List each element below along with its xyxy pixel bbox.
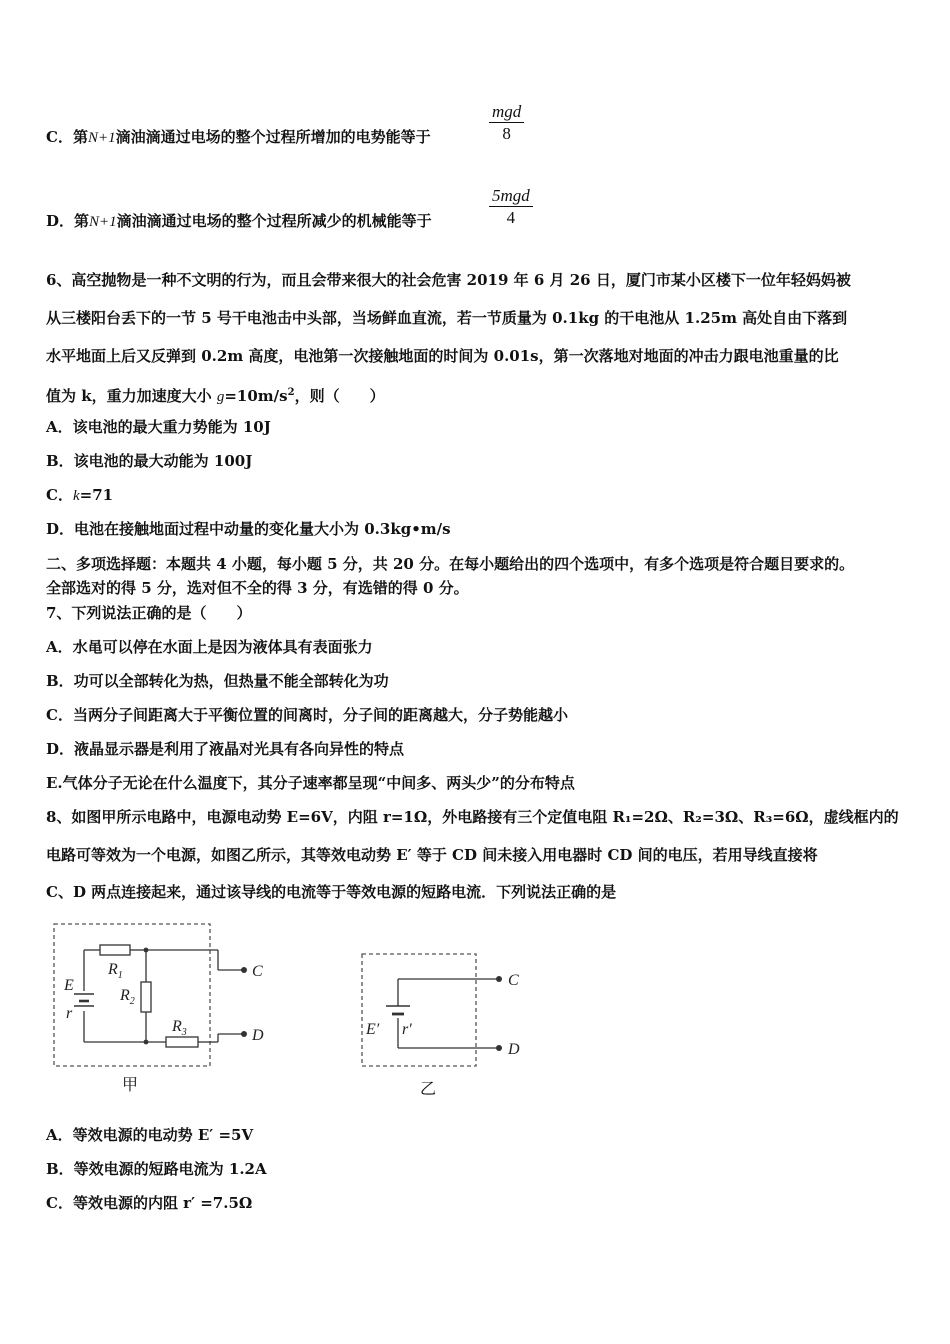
label-r: r xyxy=(66,1005,73,1022)
q8-option-a: A．等效电源的电动势 E′ =5V xyxy=(46,1126,254,1144)
q6-option-b: B．该电池的最大动能为 100J xyxy=(46,452,253,470)
label-c: C xyxy=(252,963,263,980)
label-r2: $R_2$ xyxy=(120,987,135,1007)
q7-option-e: E.气体分子无论在什么温度下，其分子速率都呈现“中间多、两头少”的分布特点 xyxy=(46,774,575,792)
terminal-c-dot xyxy=(496,976,502,982)
resistor-r1 xyxy=(100,945,130,955)
q5-option-c: C．第N+1滴油滴通过电场的整个过程所增加的电势能等于 xyxy=(46,128,431,146)
q6-option-d: D．电池在接触地面过程中动量的变化量大小为 0.3kg•m/s xyxy=(46,520,451,538)
label-r3: $R_3$ xyxy=(172,1018,187,1038)
q7-option-b: B．功可以全部转化为热，但热量不能全部转化为功 xyxy=(46,672,389,690)
fraction-denominator: 8 xyxy=(502,124,511,143)
resistor-r3 xyxy=(166,1037,198,1047)
q8-option-c: C．等效电源的内阻 r′ =7.5Ω xyxy=(46,1194,253,1212)
q5-option-d-fraction xyxy=(489,186,533,228)
q8-stem-line-3: C、D 两点连接起来，通过该导线的电流等于等效电源的短路电流．下列说法正确的是 xyxy=(46,883,617,901)
terminal-c-dot xyxy=(241,967,247,973)
fraction-numerator: mgd xyxy=(492,102,522,121)
terminal-d-dot xyxy=(241,1031,247,1037)
figure-caption-yi: 乙 xyxy=(420,1081,437,1098)
resistor-r2 xyxy=(141,982,151,1012)
q6-stem-line-3: 水平地面上后又反弹到 0.2m 高度，电池第一次接触地面的时间为 0.01s，第一次落地对地面的冲击力跟电池重量的比 xyxy=(46,347,839,365)
section-2-header-line-1: 二、多项选择题：本题共 4 小题，每小题 5 分，共 20 分。在每小题给出的四个选项中，有多个选项是符合题目要求的。 xyxy=(46,555,855,573)
q6-stem-line-4: 值为 k，重力加速度大小 $g=10m/s^2$，则（ ） xyxy=(46,387,385,405)
label-e-prime: E′ xyxy=(366,1021,380,1038)
label-c: C xyxy=(508,972,519,989)
circuit-diagram-jia xyxy=(46,918,286,1074)
q8-stem-line-1: 8、如图甲所示电路中，电源电动势 E=6V，内阻 r=1Ω，外电路接有三个定值电阻 R₁=2Ω、R₂=3Ω、R₃=6Ω，虚线框内的 xyxy=(46,808,899,826)
q7-stem: 7、下列说法正确的是（ ） xyxy=(46,604,252,622)
q6-option-c: C．k=71 xyxy=(46,486,114,504)
q7-option-c: C．当两分子间距离大于平衡位置的间离时，分子间的距离越大，分子势能越小 xyxy=(46,706,568,724)
terminal-d-dot xyxy=(496,1045,502,1051)
q5-option-d: D．第N+1滴油滴通过电场的整个过程所减少的机械能等于 xyxy=(46,212,432,230)
figure-caption-jia: 甲 xyxy=(122,1077,139,1094)
q8-option-b: B．等效电源的短路电流为 1.2A xyxy=(46,1160,267,1178)
q5-option-c-fraction xyxy=(489,102,524,144)
q6-stem-line-1: 6、高空抛物是一种不文明的行为，而且会带来很大的社会危害 2019 年 6 月 26 日，厦门市某小区楼下一位年轻妈妈被 xyxy=(46,271,851,289)
circuit-diagram-yi xyxy=(356,948,536,1074)
fraction-denominator: 4 xyxy=(506,208,516,227)
q6-stem-line-2: 从三楼阳台丢下的一节 5 号干电池击中头部，当场鲜血直流，若一节质量为 0.1kg 的干电池从 1.25m 高处自由下落到 xyxy=(46,309,848,327)
q7-option-a: A．水黾可以停在水面上是因为液体具有表面张力 xyxy=(46,638,373,656)
label-d: D xyxy=(508,1041,520,1058)
q6-option-a: A．该电池的最大重力势能为 10J xyxy=(46,418,271,436)
label-r1: $R_1$ xyxy=(108,961,123,981)
q7-option-d: D．液晶显示器是利用了液晶对光具有各向异性的特点 xyxy=(46,740,405,758)
q8-stem-line-2: 电路可等效为一个电源，如图乙所示，其等效电动势 E′ 等于 CD 间未接入用电器时 CD 间的电压，若用导线直接将 xyxy=(46,846,818,864)
section-2-header-line-2: 全部选对的得 5 分，选对但不全的得 3 分，有选错的得 0 分。 xyxy=(46,579,469,597)
label-d: D xyxy=(252,1027,264,1044)
label-r-prime: r′ xyxy=(402,1021,412,1038)
fraction-numerator: 5mgd xyxy=(492,186,530,205)
label-e: E xyxy=(64,977,74,994)
